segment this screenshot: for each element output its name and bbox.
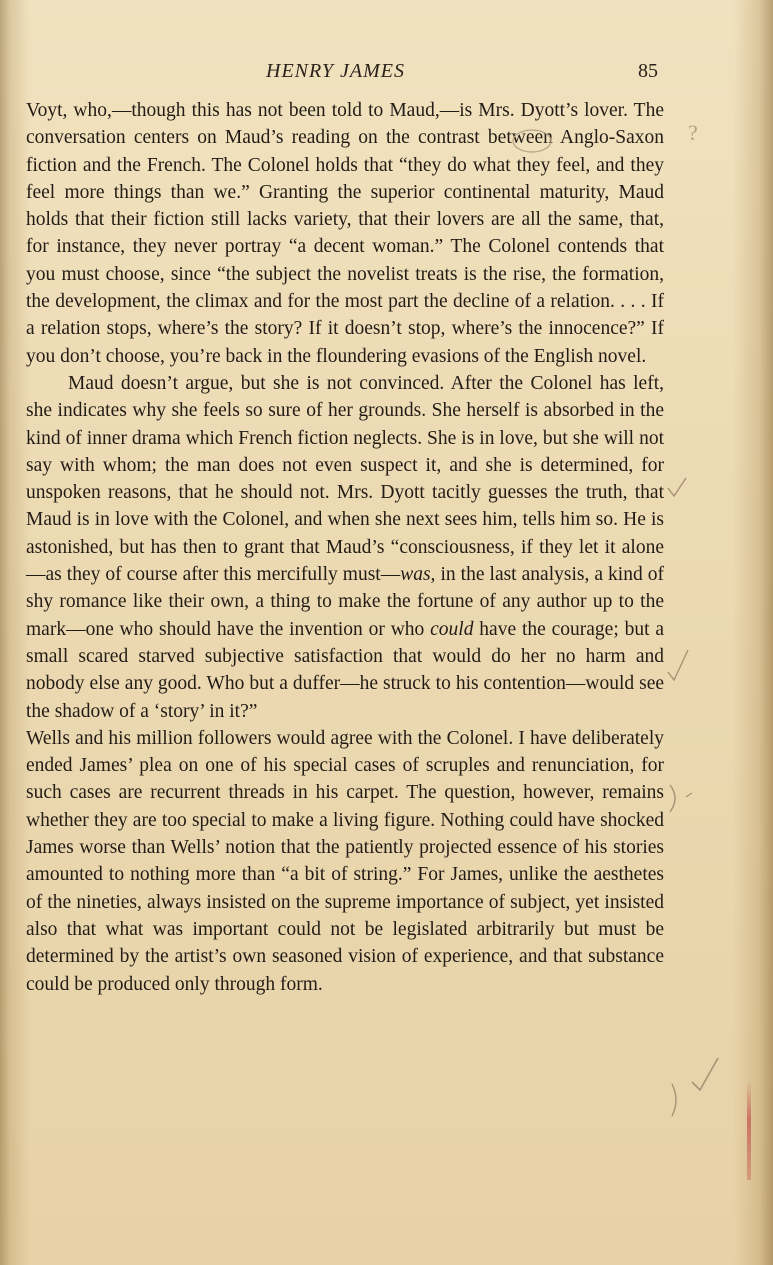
body-text (26, 97, 664, 998)
paragraph-3: Wells and his million followers would agree with the Colonel. I have deliberately ended James’ plea on one of his special cases of scruples and renunciation, for such cases are recurrent threads in his carpet. The question, however, remains whether they are too special to make a living figure. Nothing could have shocked James worse than Wells’ notion that the patiently projected essence of his stories amounted to nothing more than “a bit of string.” For James, unlike the aesthetes of the nineties, always insisted on the supreme importance of subject, yet insisted also that what was important could not be legislated arbitrarily but must be determined by the artist’s own seasoned vision of experience, and that substance could be produced only through form. (26, 727, 664, 995)
margin-question-mark: ? (688, 120, 698, 145)
check-mark-2 (668, 650, 688, 680)
paragraph-2-part-c: have the courage; but a small scared starved subjective satisfaction that would do her no harm and nobody else any good. Who but a duffer—he struck to his contention—would see the shadow of a ‘story’ in it?” (26, 618, 664, 722)
check-mark-3 (692, 1058, 718, 1090)
paragraph-2 (26, 370, 664, 725)
emphasis-was: was, (400, 564, 436, 586)
page-header (0, 60, 773, 90)
running-head: HENRY JAMES (266, 60, 405, 82)
page-number: 85 (638, 60, 658, 82)
red-edge-stain (747, 1080, 751, 1180)
paragraph-1: Voyt, who,—though this has not been told to Maud,—is Mrs. Dyott’s lover. The conversation centers on Maud’s reading on the contrast between Anglo-Saxon fiction and the French. The Colonel holds that “they do what they feel, and they feel more things than we.” Granting the superior continental maturity, Maud holds that their fiction still lacks variety, that their lovers are all the same, that, for instance, they never portray “a decent woman.” The Colonel contends that you must choose, since “the subject the novelist treats is the rise, the formation, the development, the climax and for the most part the decline of a relation. . . . If a relation stops, where’s the story? If it doesn’t stop, where’s the innocence?” If you don’t choose, you’re back in the floundering evasions of the English novel. (26, 100, 664, 367)
emphasis-could: could (430, 618, 474, 640)
check-mark-1 (668, 478, 686, 496)
margin-tick (686, 793, 692, 797)
margin-bracket-2 (672, 1084, 676, 1116)
paragraph-2-part-b: in the last analysis, a kind of shy romance like their own, a thing to make the fortune of any author up to the mark—one who should have the invention or who (26, 564, 664, 640)
margin-bracket (670, 785, 675, 812)
paragraph-2-part-a: Maud doesn’t argue, but she is not convinced. After the Colonel has left, she indicates why she feels so sure of her grounds. She herself is absorbed in the kind of inner drama which French fiction neglects. She is in love, but she will not say with whom; the man does not even suspect it, and she is determined, for unspoken reasons, that he should not. Mrs. Dyott tacitly guesses the truth, that Maud is in love with the Colonel, and when she next sees him, tells him so. He is astonished, but has then to grant that Maud’s “consciousness, if they let it alone—as they of course after this mercifully must— (26, 372, 664, 586)
